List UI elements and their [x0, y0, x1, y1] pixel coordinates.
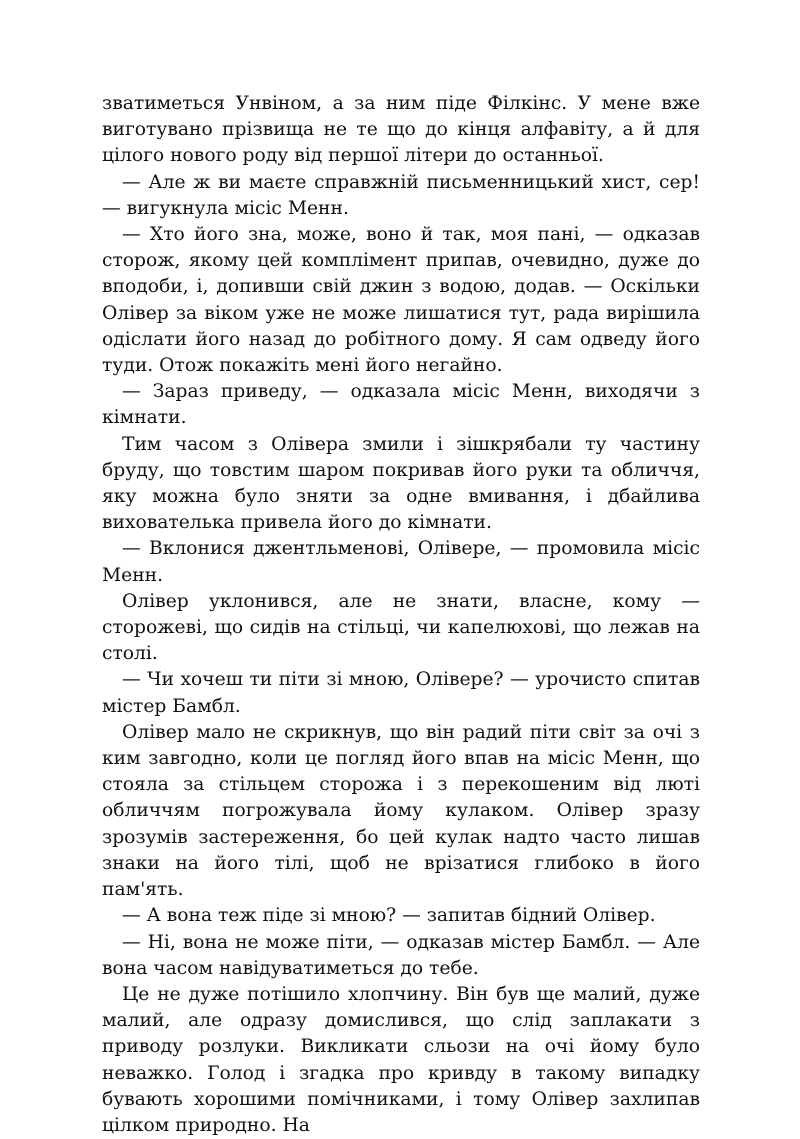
- paragraph-dialogue: — Вклонися джентльменові, Олівере, — промовила місіс Менн.: [102, 538, 700, 586]
- book-page-text: [102, 91, 700, 1139]
- paragraph-dialogue: — А вона теж піде зі мною? — запитав бідний Олівер.: [122, 905, 656, 927]
- paragraph: Тим часом з Олівера змили і зішкрябали ту частину бруду, що товстим шаром покривав його руки та обличчя, яку можна було зняти за одне вмивання, і дбайлива вихователька привела його до кімнати.: [102, 433, 700, 534]
- paragraph-dialogue: — Хто його зна, може, воно й так, моя пані, — одказав сторож, якому цей комплімент припав, очевидно, дуже до вподоби, і, допивши свій джин з водою, додав. — Оскільки Олівер за віком уже не може лишатися тут, рада вирішила одіслати його назад до робітного дому. Я сам одведу його туди. Отож покажіть мені його негайно.: [102, 224, 700, 377]
- paragraph-dialogue: — Зараз приведу, — одказала місіс Менн, виходячи з кімнати.: [102, 381, 700, 429]
- paragraph-dialogue: — Ні, вона не може піти, — одказав містер Бамбл. — Але вона часом навідуватиметься до тебе.: [102, 931, 700, 979]
- paragraph-dialogue: — Чи хочеш ти піти зі мною, Олівере? — урочисто спитав містер Бамбл.: [102, 669, 700, 717]
- paragraph: Олівер мало не скрикнув, що він радий піти світ за очі з ким завгодно, коли це погляд його впав на місіс Менн, що стояла за стільцем сторожа і з перекошеним від люті обличчям погрожувала йому кулаком. Олівер зразу зрозумів застереження, бо цей кулак надто часто лишав знаки на його тілі, щоб не врізатися глибоко в його пам'ять.: [102, 721, 700, 901]
- paragraph: Олівер уклонився, але не знати, власне, кому — сторожеві, що сидів на стільці, чи капелюхові, що лежав на столі.: [102, 590, 700, 665]
- paragraph: Це не дуже потішило хлопчину. Він був ще малий, дуже малий, але одразу домислився, що слід заплакати з приводу розлуки. Викликати сльози на очі йому було неважко. Голод і згадка про кривду в такому випадку бувають хорошими помічниками, і тому Олівер захлипав цілком природно. На: [102, 983, 700, 1136]
- paragraph-dialogue: — Але ж ви маєте справжній письменницький хист, сер! — вигукнула місіс Менн.: [102, 171, 700, 219]
- paragraph-continued: зватиметься Унвіном, а за ним піде Філкінс. У мене вже виготувано прізвища не те що до кінця алфавіту, а й для цілого нового роду від першої літери до останньої.: [102, 93, 700, 167]
